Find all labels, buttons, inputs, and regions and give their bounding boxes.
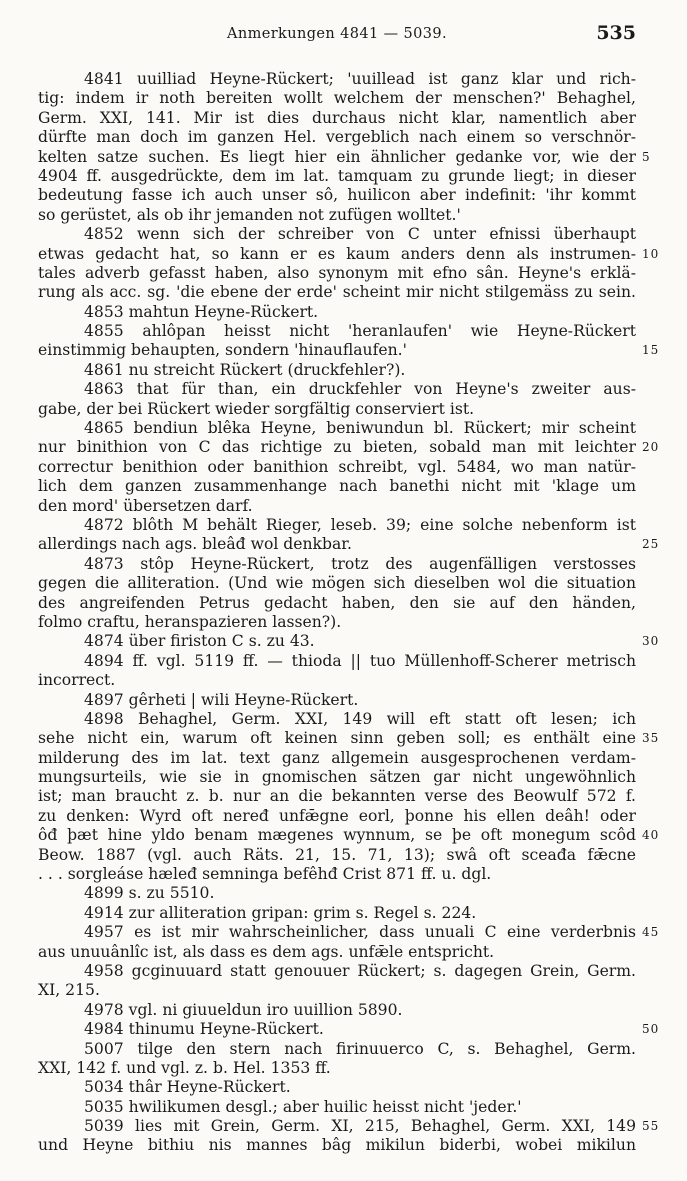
line-text: gegen die alliteration. (Und wie mögen sich dieselben wol die situation <box>38 574 636 593</box>
text-line <box>38 710 636 729</box>
text-line <box>38 458 636 477</box>
text-line <box>38 904 636 923</box>
line-text: allerdings nach ags. bleâđ wol denkbar. <box>38 535 352 554</box>
text-line <box>38 865 636 884</box>
text-line <box>38 1040 636 1059</box>
text-line <box>38 516 636 535</box>
line-text: incorrect. <box>38 671 116 690</box>
text-line <box>38 594 636 613</box>
line-text: etwas gedacht hat, so kann er es kaum anders denn als instrumen- <box>38 244 636 263</box>
line-text: sehe nicht ein, warum oft keinen sinn geben soll; es enthält eine <box>38 729 636 748</box>
text-line <box>38 923 660 942</box>
line-text: einstimmig behaupten, sondern 'hinauflaufen.' <box>38 341 407 360</box>
line-text: XI, 215. <box>38 981 100 1000</box>
line-number: 20 <box>642 440 660 455</box>
text-line <box>38 497 636 516</box>
text-line <box>38 419 636 438</box>
text-line <box>38 1001 636 1020</box>
text-line <box>38 671 636 690</box>
line-text: tig: indem ir noth bereiten wollt welchem der menschen?' Behaghel, <box>38 89 636 108</box>
text-line <box>38 1136 636 1155</box>
line-number: 35 <box>642 731 660 746</box>
text-line <box>38 943 636 962</box>
line-number: 45 <box>642 925 660 940</box>
text-line <box>38 884 636 903</box>
line-text: den mord' übersetzen darf. <box>38 496 253 515</box>
line-text: 4872 blôth M behält Rieger, leseb. 39; eine solche nebenform ist <box>84 515 636 534</box>
line-text: 4904 ff. ausgedrückte, dem im lat. tamquam zu grunde liegt; in dieser <box>38 166 636 185</box>
line-text: bedeutung fasse ich auch unser sô, huilicon aber indefinit: 'ihr kommt <box>38 186 636 205</box>
text-line <box>38 1117 660 1136</box>
line-text: 4898 Behaghel, Germ. XXI, 149 will eft statt oft lesen; ich <box>84 709 636 728</box>
line-text: 4865 bendiun blêka Heyne, beniwundun bl. Rückert; mir scheint <box>84 419 636 438</box>
line-text: 5035 hwilikumen desgl.; aber huilic heisst nicht 'jeder.' <box>84 1097 522 1116</box>
text-line <box>38 1078 636 1097</box>
text-line <box>38 807 636 826</box>
line-text: 4855 ahlôpan heisst nicht 'heranlaufen' wie Heyne-Rückert <box>84 322 636 341</box>
text-line <box>38 632 660 651</box>
text-line <box>38 652 636 671</box>
line-text: und Heyne bithiu nis mannes bâg mikilun biderbi, wobei mikilun <box>38 1136 636 1155</box>
page-header <box>38 20 636 50</box>
line-text: folmo craftu, heranspazieren lassen?). <box>38 612 342 631</box>
text-line <box>38 555 636 574</box>
line-text: 5039 lies mit Grein, Germ. XI, 215, Behaghel, Germ. XXI, 149 <box>84 1117 636 1136</box>
line-text: kelten satze suchen. Es liegt hier ein ähnlicher gedanke vor, wie der <box>38 147 636 166</box>
line-text: lich dem ganzen zusammenhange nach banethi nicht mit 'klage um <box>38 477 636 496</box>
line-text: 4894 ff. vgl. 5119 ff. — thioda || tuo Müllenhoff-Scherer metrisch <box>84 651 636 670</box>
line-text: tales adverb gefasst haben, also synonym mit efno sân. Heyne's erklä- <box>38 263 636 282</box>
text-line <box>38 322 636 341</box>
line-text: nur binithion von C das richtige zu bieten, sobald man mit leichter <box>38 438 636 457</box>
line-text: correctur benithion oder banithion schreibt, vgl. 5484, wo man natür- <box>38 457 636 476</box>
line-text: zu denken: Wyrd oft neređ unfǣgne eorl, þonne his ellen deâh! oder <box>38 806 636 825</box>
line-text: 4957 es ist mir wahrscheinlicher, dass unuali C eine verderbnis <box>84 923 636 942</box>
line-text: 4984 thinumu Heyne-Rückert. <box>84 1020 324 1039</box>
page-number: 535 <box>596 22 636 44</box>
text-line <box>38 1059 636 1078</box>
text-line <box>38 1020 660 1039</box>
text-line <box>38 477 636 496</box>
line-text: XXI, 142 f. und vgl. z. b. Hel. 1353 ff. <box>38 1058 331 1077</box>
line-number: 40 <box>642 828 660 843</box>
line-number: 15 <box>642 343 660 358</box>
text-line <box>38 341 660 360</box>
text-line <box>38 438 660 457</box>
text-line <box>38 225 636 244</box>
line-text: 4899 s. zu 5510. <box>84 884 215 903</box>
line-text: Germ. XXI, 141. Mir ist dies durchaus nicht klar, namentlich aber <box>38 108 636 127</box>
text-line <box>38 264 636 283</box>
text-line <box>38 186 636 205</box>
line-text: 4873 stôp Heyne-Rückert, trotz des augenfälligen verstosses <box>84 554 636 573</box>
text-line <box>38 128 636 147</box>
text-line <box>38 846 636 865</box>
text-line <box>38 574 636 593</box>
text-line <box>38 206 636 225</box>
line-text: 4978 vgl. ni giuueldun iro uuillion 5890. <box>84 1000 403 1019</box>
text-line <box>38 244 660 264</box>
line-number: 5 <box>642 149 651 164</box>
line-text: 4861 nu streicht Rückert (druckfehler?). <box>84 360 406 379</box>
line-text: 4897 gêrheti | wili Heyne-Rückert. <box>84 690 359 709</box>
line-text: 5007 tilge den stern nach firinuuerco C, s. Behaghel, Germ. <box>84 1039 636 1058</box>
text-line <box>38 787 636 806</box>
text-line <box>38 167 636 186</box>
line-number: 10 <box>642 246 660 261</box>
line-number: 25 <box>642 537 660 552</box>
text-line <box>38 380 636 399</box>
line-text: 4841 uuilliad Heyne-Rückert; 'uuillead ist ganz klar und rich- <box>84 70 636 88</box>
text-line <box>38 981 636 1000</box>
line-text: 5034 thâr Heyne-Rückert. <box>84 1078 291 1097</box>
line-text: . . . sorgleáse hæleđ semninga befêhđ Crist 871 ff. u. dgl. <box>38 865 492 884</box>
line-text: 4914 zur alliteration gripan: grim s. Regel s. 224. <box>84 903 477 922</box>
text-line <box>38 147 651 167</box>
text-line <box>38 962 636 981</box>
line-number: 50 <box>642 1022 660 1037</box>
line-text: dürfte man doch im ganzen Hel. vergeblich nach einem so verschnör- <box>38 128 636 147</box>
line-text: mungsurteils, wie sie in gnomischen sätzen gar nicht ungewöhnlich <box>38 768 636 787</box>
line-text: ist; man braucht z. b. nur an die bekannten verse des Beowulf 572 f. <box>38 787 636 806</box>
text-line <box>38 303 636 322</box>
text-line <box>38 729 660 748</box>
line-text: Beow. 1887 (vgl. auch Räts. 21, 15. 71, 13); swâ oft sceađa fǣcne <box>38 845 636 864</box>
line-text: aus unuuânlîc ist, als dass es dem ags. unfǣle entspricht. <box>38 942 495 961</box>
line-text: 4853 mahtun Heyne-Rückert. <box>84 302 319 321</box>
text-line <box>38 70 636 89</box>
line-text: 4863 that für than, ein druckfehler von Heyne's zweiter aus- <box>84 380 636 399</box>
text-line <box>38 1098 636 1117</box>
line-text: so gerüstet, als ob ihr jemanden not zufügen wolltet.' <box>38 205 461 224</box>
text-line <box>38 361 636 380</box>
text-line <box>38 826 660 845</box>
text-line <box>38 109 636 128</box>
line-text: rung als acc. sg. 'die ebene der erde' scheint mir nicht stilgemäss zu sein. <box>38 283 636 302</box>
text-line <box>38 749 636 768</box>
line-text: 4852 wenn sich der schreiber von C unter efnissi überhaupt <box>84 225 636 244</box>
line-text: ôđ þæt hine yldo benam mægenes wynnum, se þe oft monegum scôd <box>38 826 636 845</box>
text-line <box>38 89 636 108</box>
running-title: Anmerkungen 4841 — 5039. <box>226 26 448 42</box>
text-line <box>38 691 636 710</box>
line-text: des angreifenden Petrus gedacht haben, den sie auf den händen, <box>38 593 636 612</box>
line-text: 4958 gcginuuard statt genouuer Rückert; s. dagegen Grein, Germ. <box>84 961 636 980</box>
notes-body <box>38 70 660 1156</box>
line-text: gabe, der bei Rückert wieder sorgfältig conserviert ist. <box>38 399 475 418</box>
line-number: 30 <box>642 634 660 649</box>
line-number: 55 <box>642 1119 660 1134</box>
text-line <box>38 768 636 787</box>
line-text: 4874 über firiston C s. zu 43. <box>84 632 315 651</box>
text-line <box>38 400 636 419</box>
text-line <box>38 613 636 632</box>
text-line <box>38 535 660 554</box>
line-text: milderung des im lat. text ganz allgemein ausgesprochenen verdam- <box>38 748 636 767</box>
text-line <box>38 283 636 302</box>
